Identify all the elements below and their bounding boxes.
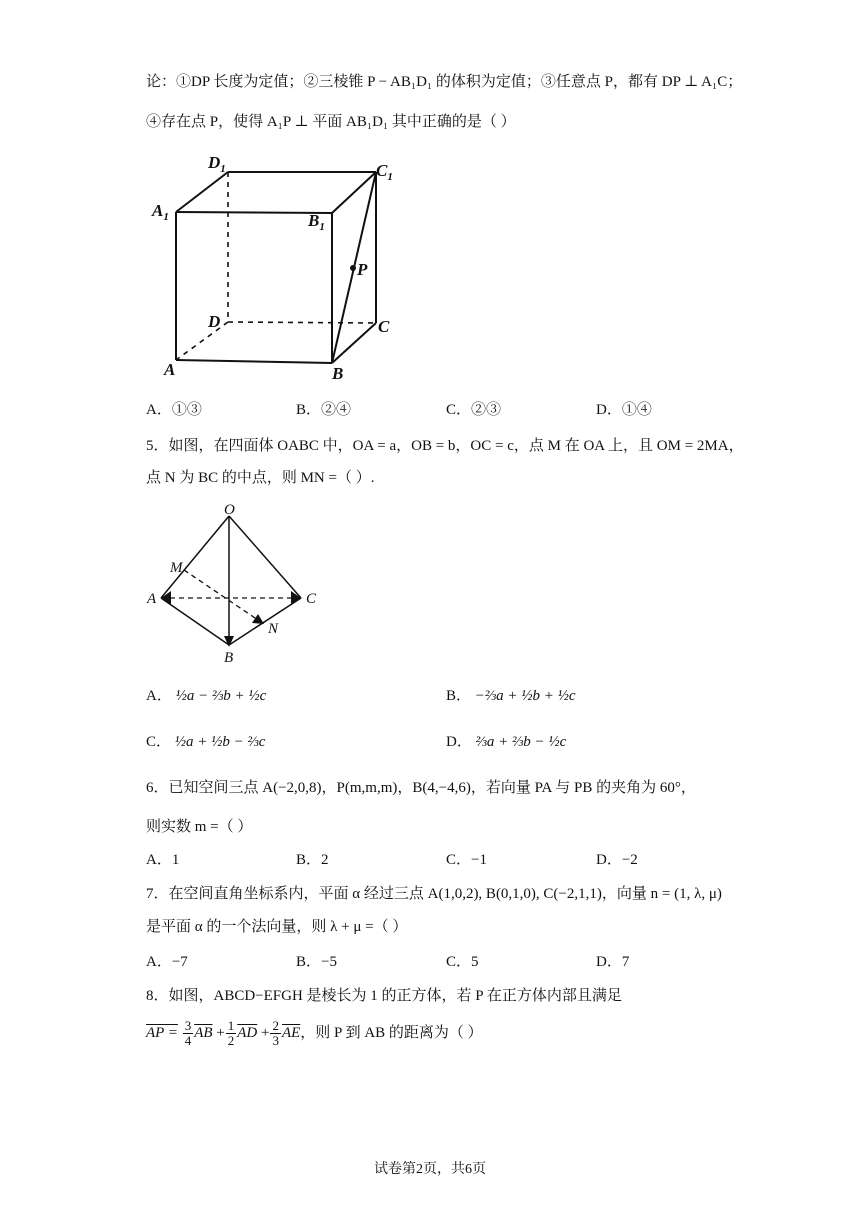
q4-option-c: C．②③ <box>446 402 502 418</box>
label-D: D <box>208 312 221 331</box>
tetrahedron-figure <box>140 500 330 670</box>
q7-option-c: C．5 <box>446 954 479 970</box>
q4-option-b: B．②④ <box>296 402 352 418</box>
q7-text-line1: 7．在空间直角坐标系内，平面 α 经过三点 A(1,0,2), B(0,1,0), C(−2,1,1)，向量 n = (1, λ, μ) <box>146 886 722 902</box>
q5-option-a: A． ½a − ⅔b + ½c <box>146 688 267 704</box>
q7-option-b: B．−5 <box>296 954 337 970</box>
label-B: B <box>332 364 344 383</box>
label-B5: B <box>224 650 234 666</box>
q6-option-c: C．−1 <box>446 852 487 868</box>
label-C1: C <box>376 161 388 180</box>
q7-option-d: D．7 <box>596 954 630 970</box>
q5-option-c: C． ½a + ½b − ⅔c <box>146 734 266 750</box>
q5-option-d: D． ⅔a + ⅔b − ½c <box>446 734 567 750</box>
q7-text-line2: 是平面 α 的一个法向量，则 λ + μ =（ ） <box>146 919 408 935</box>
q5-text-line1: 5．如图，在四面体 OABC 中，OA = a，OB = b，OC = c，点 M 在 OA 上，且 OM = 2MA， <box>146 438 744 454</box>
q7-option-a: A．−7 <box>146 954 188 970</box>
q8-text-line1: 8．如图，ABCD−EFGH 是棱长为 1 的正方体，若 P 在正方体内部且满足 <box>146 988 622 1004</box>
q4-text-line1: 论：①DP 长度为定值；②三棱锥 P − AB₁D₁ 的体积为定值；③任意点 P，都有 DP ⊥ A₁C； <box>146 74 743 90</box>
svg-text:B1: $B_1$ <box>308 211 325 233</box>
label-B1: B <box>308 211 320 230</box>
q5-text-line2: 点 N 为 BC 的中点，则 MN =（ ）. <box>146 470 375 486</box>
q8-text-line2: AP = $\frac{3}{4}$ $\overline{AB}$ + $\frac{1}{2}$ $\overline{AD}$ + $\frac{2}{3}$ $\overline{AE}$，则 P 到 AB 的距离为（ ） <box>146 1018 483 1049</box>
svg-text:A1: $A_1$ <box>152 201 169 223</box>
q6-option-a: A．1 <box>146 852 180 868</box>
label-P: P <box>357 260 368 279</box>
svg-text:C1: $C_1$ <box>376 161 393 183</box>
label-A5: A <box>147 591 157 607</box>
q4-text-line2: ④存在点 P，使得 A₁P ⊥ 平面 AB₁D₁ 其中正确的是（ ） <box>146 114 516 130</box>
label-M: M <box>170 560 183 576</box>
q5-option-b: B． −⅔a + ½b + ½c <box>446 688 576 704</box>
q6-text-line2: 则实数 m =（ ） <box>146 819 253 835</box>
svg-text:D1: $D_1$ <box>208 153 226 175</box>
label-A: A <box>164 360 176 379</box>
q4-option-a: A．①③ <box>146 402 202 418</box>
cube-figure <box>140 150 410 385</box>
label-D1: D <box>208 153 221 172</box>
q6-text-line1: 6．已知空间三点 A(−2,0,8)，P(m,m,m)，B(4,−4,6)，若向量 PA 与 PB 的夹角为 60°， <box>146 780 696 796</box>
q4-option-d: D．①④ <box>596 402 652 418</box>
label-N: N <box>268 621 279 637</box>
label-A1: A <box>152 201 164 220</box>
label-C: C <box>378 317 390 336</box>
q6-option-b: B．2 <box>296 852 329 868</box>
label-C5: C <box>306 591 317 607</box>
q6-option-d: D．−2 <box>596 852 638 868</box>
label-O: O <box>224 502 235 518</box>
page-footer: 试卷第2页，共6页 <box>374 1162 486 1177</box>
